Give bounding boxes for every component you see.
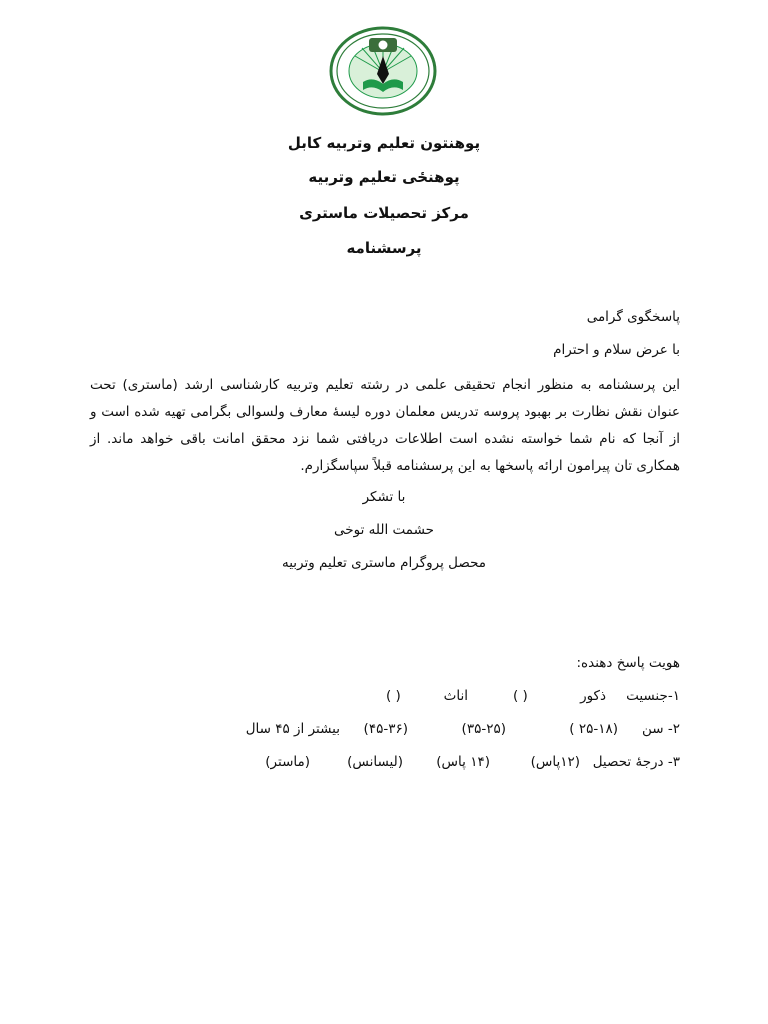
- age-label: ۲- سن: [641, 721, 680, 737]
- letter-salutation: با عرض سلام و احترام: [553, 342, 680, 358]
- education-option-master[interactable]: (ماستر): [265, 754, 310, 770]
- gender-label: ۱-جنسیت: [626, 688, 680, 704]
- author-role: محصل پروگرام ماستری تعلیم وتربیه: [281, 555, 487, 571]
- age-option-36-45[interactable]: (۴۵-۳۶): [363, 721, 408, 737]
- gender-male-checkbox[interactable]: ( ): [513, 688, 528, 704]
- age-option-25-35[interactable]: (۳۵-۲۵): [461, 721, 506, 737]
- education-option-bachelor[interactable]: (لیسانس): [347, 754, 403, 770]
- author-name: حشمت الله توخی: [334, 522, 434, 538]
- university-logo: [329, 26, 437, 116]
- respondent-title: هویت پاسخ دهنده:: [576, 655, 680, 671]
- age-option-18-25[interactable]: (۲۵-۱۸ ): [569, 721, 618, 737]
- age-option-over-45[interactable]: بیشتر از ۴۵ سال: [245, 721, 340, 737]
- questionnaire-title: پرسشنامه: [346, 239, 422, 257]
- education-option-14-grade[interactable]: (۱۴ پاس): [436, 754, 490, 770]
- university-title: پوهنتون تعلیم وتربیه کابل: [287, 134, 481, 152]
- education-option-12-grade[interactable]: (۱۲پاس): [530, 754, 580, 770]
- letter-thanks: با تشکر: [362, 489, 406, 505]
- letter-paragraph: این پرسشنامه به منظور انجام تحقیقی علمی در رشته تعلیم وتربیه کارشناسی ارشد (ماستری) تحت عنوان نقش نظارت بر بهبود پروسه تدریس معلمان دوره لیسۀ معارف ولسوالی بگرامی تهیه شده است و از آنجا که نام شما خواسته نشده است اطلاعات دریافتی شما نزد محقق امانت باقی خواهد ماند. از همکاری تان پیرامون ارائه پاسخها به این پرسشنامه قبلاً سپاسگزارم.: [90, 377, 680, 474]
- gender-female-label: اناث: [443, 688, 468, 704]
- letter-greeting: پاسخگوی گرامی: [586, 309, 680, 325]
- faculty-title: پوهنځی تعلیم وتربیه: [308, 168, 460, 186]
- education-label: ۳- درجۀ تحصیل: [592, 754, 680, 770]
- gender-male-label: ذکور: [580, 688, 606, 704]
- gender-female-checkbox[interactable]: ( ): [386, 688, 401, 704]
- center-title: مرکز تحصیلات ماستری: [299, 204, 469, 222]
